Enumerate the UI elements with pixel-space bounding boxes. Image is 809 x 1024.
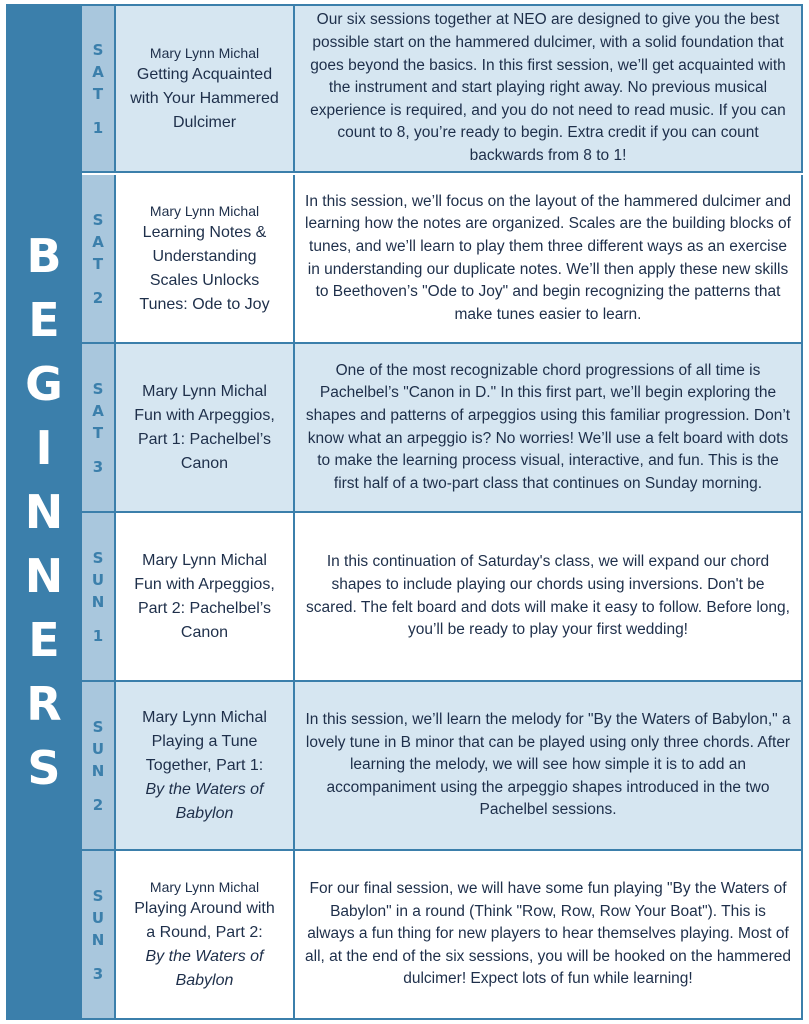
course-title-line: Understanding <box>152 247 257 265</box>
description-cell <box>295 4 803 173</box>
day-letter: U <box>91 908 105 927</box>
course-title-line: Scales Unlocks <box>149 271 260 289</box>
instructor-name: Mary Lynn Michal <box>149 44 260 61</box>
day-cell <box>82 682 116 851</box>
day-letter: A <box>92 62 104 81</box>
session-row <box>82 344 803 513</box>
course-title-line: Playing Around with <box>134 899 275 917</box>
band-letter: E <box>28 613 60 667</box>
session-description: Our six sessions together at NEO are designed to give you the best possible start on the hammered dulcimer, with a solid foundation that goes beyond the basics. In this first session, we’ll get acquainted with the instrument and start playing right away. No previous musical experience is required, and you do not need to read music. If you can count to 8, you’re ready to begin. Extra credit if you can count backwards from 8 to 1! <box>310 11 786 164</box>
day-letter: U <box>91 739 105 758</box>
session-description: In this continuation of Saturday's class, we will expand our chord shapes to include playing our chords using inversions. Don't be scared. The felt board and dots will make it easy to follow. Before long, you’ll be ready to play your first wedding! <box>306 553 790 639</box>
instructor-name: Mary Lynn Michal <box>149 202 260 219</box>
course-title-line: Playing a Tune <box>151 732 258 750</box>
session-number: 3 <box>92 964 104 983</box>
schedule-page <box>6 4 803 1020</box>
course-title-line: Canon <box>180 623 229 641</box>
instructor-name: Mary Lynn Michal <box>142 708 267 726</box>
session-row <box>82 682 803 851</box>
day-letter: A <box>92 232 104 251</box>
session-description: In this session, we’ll focus on the layout of the hammered dulcimer and learning how the notes are organized. Scales are the building blocks of tunes, and we’ll learn to play them three different ways as an exercise in understanding our duplicate notes. We’ll then apply these new skills to Beethoven’s "Ode to Joy" and begin recognizing the patterns that make tunes easier to learn. <box>305 192 791 323</box>
day-letter: T <box>92 84 104 103</box>
day-letter: N <box>91 930 105 949</box>
day-cell <box>82 175 116 344</box>
course-title-line: Tunes: Ode to Joy <box>139 295 270 313</box>
course-title-line: Part 1: Pachelbel’s <box>137 430 272 448</box>
session-number: 1 <box>92 626 104 645</box>
day-letter: T <box>92 423 104 442</box>
title-cell <box>116 175 295 344</box>
session-description: One of the most recognizable chord progressions of all time is Pachelbel’s "Canon in D." In this first part, we’ll begin exploring the shapes and patterns of arpeggios using this familiar progression. Don’t know what an arpeggio is? No worries! We’ll use a felt board with dots to make the learning process visual, interactive, and fun. This is the first half of a two-part class that continues on Sunday morning. <box>305 361 791 492</box>
title-cell <box>116 682 295 851</box>
course-title-line: Dulcimer <box>172 113 237 131</box>
course-title-line: Part 2: Pachelbel’s <box>137 599 272 617</box>
beginners-band <box>6 4 82 1020</box>
band-letter: S <box>27 741 61 795</box>
band-letter: N <box>24 549 64 603</box>
course-title-italic-line: By the Waters of <box>145 780 264 798</box>
day-letter: S <box>92 379 104 398</box>
band-letter: R <box>26 677 62 731</box>
course-title-line: a Round, Part 2: <box>146 923 263 941</box>
session-row <box>82 4 803 173</box>
description-cell <box>295 344 803 513</box>
session-description: For our final session, we will have some fun playing "By the Waters of Babylon" in a round (Think "Row, Row, Row Your Boat"). This is always a fun thing for new players to hear themselves playing. Most of all, at the end of the six sessions, you will be hooked on the hammered dulcimer! Expect lots of fun while learning! <box>305 880 791 988</box>
title-cell <box>116 851 295 1020</box>
day-letter: S <box>92 210 104 229</box>
description-cell <box>295 513 803 682</box>
day-cell <box>82 4 116 173</box>
session-table <box>82 4 803 1020</box>
session-description: In this session, we’ll learn the melody for "By the Waters of Babylon," a lovely tune in B minor that can be played using only three chords. After learning the melody, we will see how simple it is to add an accompaniment using the arpeggio shapes introduced in the two Pachelbel sessions. <box>305 711 791 819</box>
course-title-line: with Your Hammered <box>130 89 279 107</box>
course-title-italic-line: Babylon <box>175 971 234 989</box>
course-title-line: Together, Part 1: <box>145 756 264 774</box>
day-letter: N <box>91 592 105 611</box>
course-title-line: Learning Notes & <box>142 223 267 241</box>
course-title-line: Canon <box>180 454 229 472</box>
day-cell <box>82 344 116 513</box>
session-number: 3 <box>92 457 104 476</box>
day-letter: U <box>91 570 105 589</box>
day-cell <box>82 513 116 682</box>
session-row <box>82 851 803 1020</box>
band-letter: G <box>25 357 63 411</box>
band-letter: I <box>35 421 53 475</box>
day-cell <box>82 851 116 1020</box>
session-number: 2 <box>92 795 104 814</box>
day-letter: S <box>92 548 104 567</box>
day-letter: S <box>92 886 104 905</box>
instructor-name: Mary Lynn Michal <box>149 878 260 895</box>
band-letter: E <box>28 293 60 347</box>
session-row <box>82 175 803 344</box>
course-title-italic-line: Babylon <box>175 804 234 822</box>
course-title-italic-line: By the Waters of <box>145 947 264 965</box>
band-letter: N <box>24 485 64 539</box>
title-cell <box>116 4 295 173</box>
session-row <box>82 513 803 682</box>
title-cell <box>116 513 295 682</box>
session-number: 2 <box>92 288 104 307</box>
instructor-name: Mary Lynn Michal <box>142 382 267 400</box>
course-title-line: Fun with Arpeggios, <box>134 575 275 593</box>
day-letter: A <box>92 401 104 420</box>
session-number: 1 <box>92 118 104 137</box>
day-letter: T <box>92 254 104 273</box>
course-title-line: Getting Acquainted <box>136 65 273 83</box>
description-cell <box>295 682 803 851</box>
day-letter: N <box>91 761 105 780</box>
description-cell <box>295 851 803 1020</box>
day-letter: S <box>92 717 104 736</box>
instructor-name: Mary Lynn Michal <box>142 551 267 569</box>
band-letter: B <box>26 229 62 283</box>
course-title-line: Fun with Arpeggios, <box>134 406 275 424</box>
day-letter: S <box>92 40 104 59</box>
title-cell <box>116 344 295 513</box>
description-cell <box>295 175 803 344</box>
